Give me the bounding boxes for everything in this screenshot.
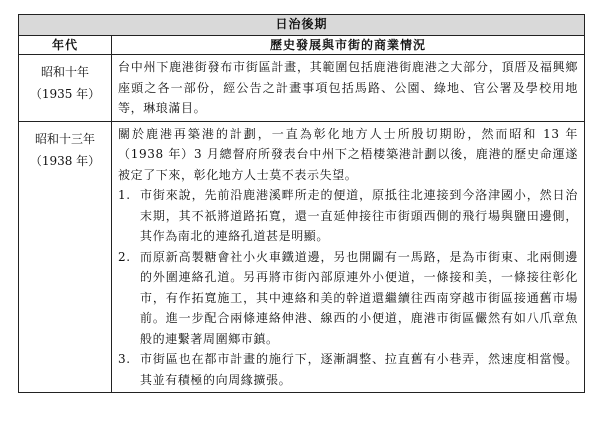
table-row (19, 55, 585, 122)
table-title-row (19, 15, 585, 36)
column-header-description: 歷史發展與市街的商業情況 (112, 36, 585, 55)
history-table (18, 14, 585, 393)
era-name: 昭和十年 (40, 65, 89, 79)
table-row (19, 121, 585, 393)
description-intro: 關於鹿港再築港的計劃，一直為彰化地方人士所殷切期盼，然而昭和 13 年（1938 年）3 月總督府所發表台中州下之梧棲築港計劃以後，鹿港的歷史命運遂被定了下來，彰化地方人士莫不表示失望。 (118, 126, 579, 182)
description-cell (112, 121, 585, 393)
column-header-row (19, 36, 585, 55)
points-list (118, 185, 578, 390)
list-item-number: 1. (118, 188, 131, 202)
list-item (118, 185, 578, 247)
era-name: 昭和十三年 (34, 131, 95, 146)
description-text: 台中州下鹿港街發布市街區計畫，其範圍包括鹿港街鹿港之大部分，頂厝及福興鄉座頭之各一部份，經公告之計畫事項包括馬路、公園、綠地、官公署及學校用地等，琳琅滿目。 (118, 60, 579, 115)
column-header-era: 年代 (19, 36, 112, 55)
era-year: （1935 年） (29, 87, 101, 101)
list-item-text: 市街區也在都市計畫的施行下，逐漸調整、拉直舊有小巷弄，然速度相當慢。其並有積極的向周緣擴張。 (140, 352, 579, 387)
table-title: 日治後期 (19, 15, 585, 36)
era-year: （1938 年） (29, 153, 101, 168)
list-item (118, 349, 578, 390)
list-item-text: 市街來說，先前沿鹿港溪畔所走的便道，原抵往北連接到今洛津國小，然日治末期，其不祇將道路拓寬，還一直延伸接往市街頭西側的飛行場與鹽田邊側，其作為南北的連絡孔道甚是明顯。 (140, 188, 579, 243)
era-cell (19, 55, 112, 122)
era-cell (19, 121, 112, 393)
description-cell (112, 55, 585, 122)
list-item-number: 3. (118, 352, 131, 366)
list-item-text: 而原新高製糖會社小火車鐵道邊，另也開闢有一馬路，是為市街東、北兩側邊的外圍連絡孔道。另再將市街內部原連外小便道，一條接和美，一條接往彰化市，有作拓寬施工，其中連絡和美的幹道還繼續往西南穿越市街區接通舊市場前。進一步配合兩條連絡伸港、線西的小便道，鹿港市街區儼然有如八爪章魚般的連繫著周圍鄉市鎮。 (140, 249, 579, 346)
list-item (118, 247, 578, 350)
list-item-number: 2. (118, 249, 131, 264)
